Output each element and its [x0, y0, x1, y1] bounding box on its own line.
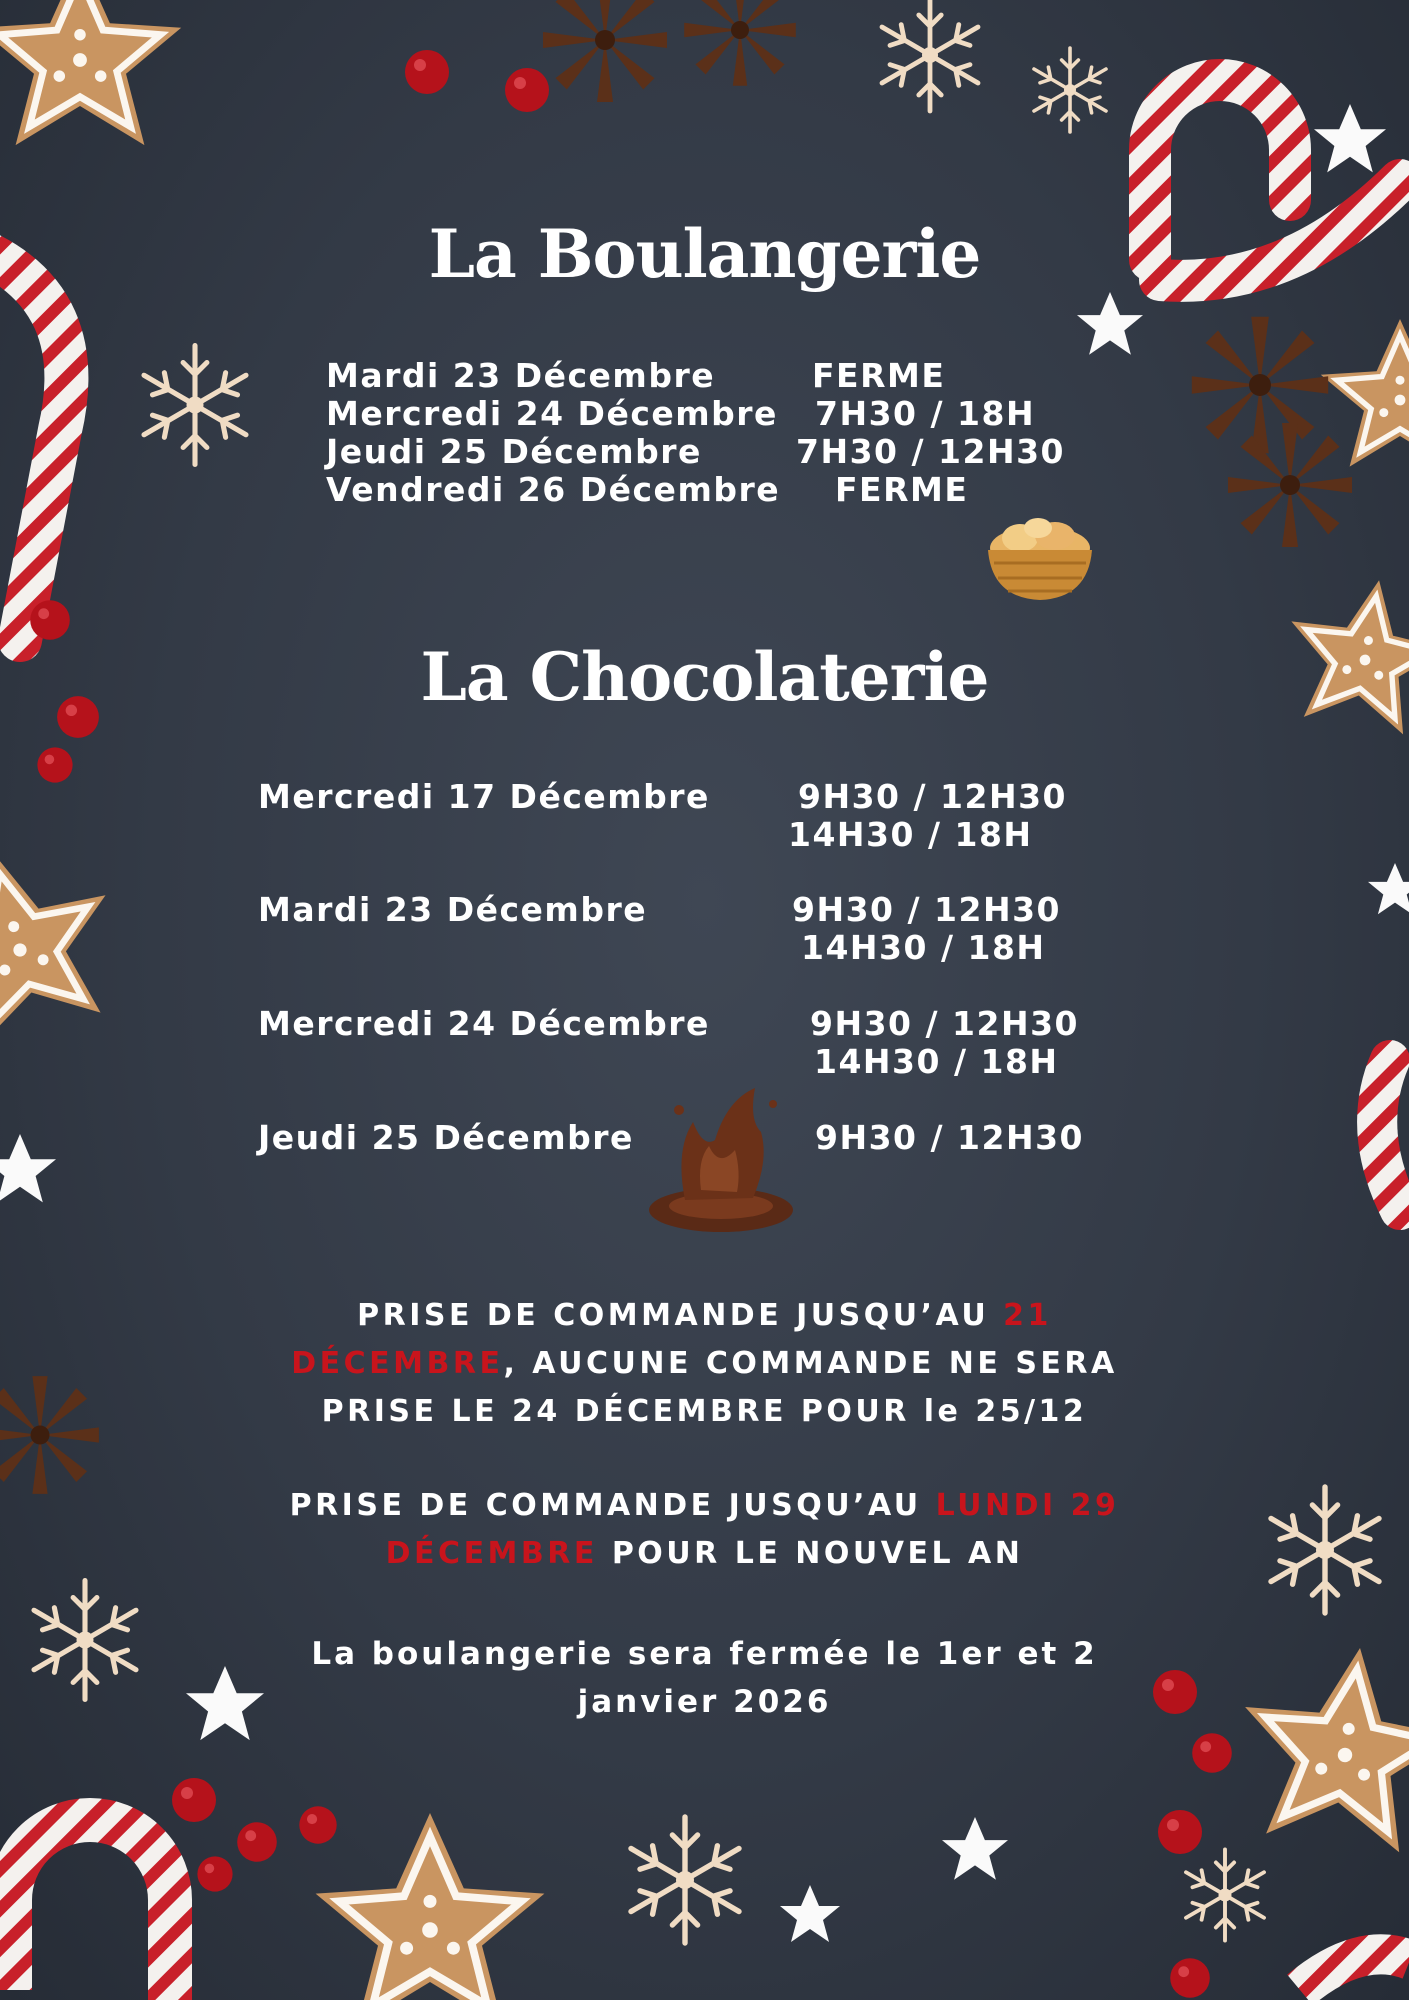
- chocolate-row-time2: 14H30 / 18H: [814, 1042, 1059, 1081]
- bakery-row: [326, 394, 1126, 434]
- chocolate-row-time1: 9H30 / 12H30: [810, 1004, 1079, 1043]
- notice-highlight: LUNDI 29: [935, 1488, 1120, 1523]
- notice-highlight: DÉCEMBRE: [385, 1536, 598, 1571]
- chocolate-row-time1: 9H30 / 12H30: [815, 1118, 1084, 1157]
- chocolate-row: [258, 890, 1158, 970]
- closure-notice: [230, 1630, 1179, 1726]
- order-notice-new-year: [230, 1482, 1179, 1578]
- order-notice-christmas: [230, 1292, 1179, 1436]
- notice-text: POUR LE NOUVEL AN: [597, 1536, 1024, 1571]
- notice-text: PRISE DE COMMANDE JUSQU’AU: [289, 1488, 936, 1523]
- chocolate-row-day: Jeudi 25 Décembre: [258, 1118, 634, 1157]
- bakery-title: La Boulangerie: [428, 215, 981, 293]
- notice-highlight: DÉCEMBRE: [291, 1346, 504, 1381]
- bakery-row-day: Jeudi 25 Décembre: [326, 432, 702, 471]
- notice-text: , AUCUNE COMMANDE NE SERA: [503, 1346, 1118, 1381]
- chocolate-row-day: Mercredi 17 Décembre: [258, 777, 710, 816]
- chocolate-row-time1: 9H30 / 12H30: [792, 890, 1061, 929]
- chocolate-row-time1: 9H30 / 12H30: [798, 777, 1067, 816]
- order-notice-line: [230, 1292, 1179, 1340]
- bread-basket-icon: [980, 508, 1100, 608]
- bakery-row-time: 7H30 / 12H30: [796, 432, 1065, 471]
- bakery-row-day: Mercredi 24 Décembre: [326, 394, 778, 433]
- bakery-row-day: Vendredi 26 Décembre: [326, 470, 781, 509]
- chocolate-row-time2: 14H30 / 18H: [788, 815, 1033, 854]
- closure-line: janvier 2026: [577, 1684, 832, 1720]
- notice-text: PRISE DE COMMANDE JUSQU’AU: [357, 1298, 1004, 1333]
- chocolate-title: La Chocolaterie: [420, 638, 989, 716]
- bakery-row: [326, 470, 1126, 510]
- bakery-row: [326, 432, 1126, 472]
- closure-line: La boulangerie sera fermée le 1er et 2: [311, 1636, 1098, 1672]
- chocolate-row-time2: 14H30 / 18H: [801, 928, 1046, 967]
- order-notice-line: [230, 1530, 1179, 1578]
- chocolate-row-day: Mercredi 24 Décembre: [258, 1004, 710, 1043]
- chocolate-splash-icon: [645, 1080, 805, 1240]
- chocolate-row: [258, 777, 1158, 857]
- bakery-row-time: FERME: [812, 356, 946, 395]
- bakery-row-day: Mardi 23 Décembre: [326, 356, 716, 395]
- order-notice-line: [230, 1482, 1179, 1530]
- order-notice-line: [230, 1388, 1179, 1436]
- bakery-row: [326, 356, 1126, 396]
- chocolate-row: [258, 1004, 1158, 1084]
- notice-text: PRISE LE 24 DÉCEMBRE POUR le 25/12: [321, 1394, 1088, 1429]
- bakery-row-time: FERME: [835, 470, 969, 509]
- bakery-row-time: 7H30 / 18H: [815, 394, 1036, 433]
- order-notice-line: [230, 1340, 1179, 1388]
- chocolate-row-day: Mardi 23 Décembre: [258, 890, 648, 929]
- notice-highlight: 21: [1003, 1298, 1052, 1333]
